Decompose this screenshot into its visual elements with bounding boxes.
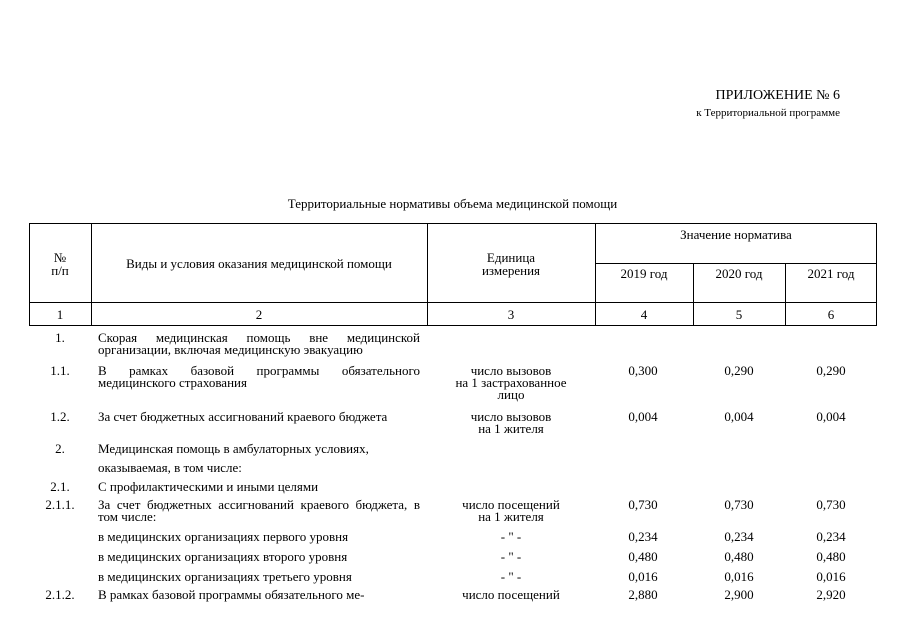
header-value-group: Значение норматива bbox=[680, 227, 792, 242]
row-value-2021: 0,004 bbox=[816, 409, 846, 424]
row-value-2019: 0,234 bbox=[628, 529, 658, 544]
row-description: За счет бюджетных ассигнований краевого бюджета bbox=[98, 409, 388, 424]
row-value-2020: 0,004 bbox=[724, 409, 754, 424]
row-value-2021: 0,016 bbox=[816, 569, 846, 584]
table-row bbox=[29, 408, 877, 440]
column-number-4: 4 bbox=[640, 307, 648, 322]
row-description: Медицинская помощь в амбулаторных условиях, bbox=[98, 441, 369, 456]
table-row bbox=[29, 528, 877, 548]
column-number-5: 5 bbox=[735, 307, 743, 322]
row-number: 1.2. bbox=[50, 409, 70, 424]
row-number: 1.1. bbox=[50, 363, 70, 378]
row-value-2021: 0,234 bbox=[816, 529, 846, 544]
row-value-2019: 0,004 bbox=[628, 409, 658, 424]
table-row bbox=[29, 586, 877, 606]
header-number: № п/п bbox=[51, 250, 69, 278]
table-row bbox=[29, 362, 877, 408]
table-row bbox=[29, 568, 877, 586]
row-description: в медицинских организациях второго уровня bbox=[98, 549, 348, 564]
header-type: Виды и условия оказания медицинской помощи bbox=[126, 256, 392, 271]
row-unit: число вызовов на 1 жителя bbox=[470, 409, 552, 436]
row-value-2020: 2,900 bbox=[724, 587, 754, 602]
row-number: 2.1.2. bbox=[45, 587, 75, 602]
row-description: В рамках базовой программы обязательного ме- bbox=[98, 587, 365, 602]
appendix-title: ПРИЛОЖЕНИЕ № 6 bbox=[715, 88, 840, 103]
column-number-3: 3 bbox=[507, 307, 515, 322]
row-unit: - " - bbox=[500, 529, 522, 544]
table-row bbox=[29, 329, 877, 362]
row-unit: число посещений на 1 жителя bbox=[462, 497, 560, 524]
row-value-2019: 0,480 bbox=[628, 549, 658, 564]
table-header bbox=[29, 223, 877, 325]
row-number: 2.1.1. bbox=[45, 497, 75, 512]
column-number-1: 1 bbox=[56, 307, 64, 322]
row-unit: число вызовов на 1 застрахованное лицо bbox=[455, 363, 567, 402]
row-number: 1. bbox=[55, 330, 65, 345]
row-value-2021: 0,730 bbox=[816, 497, 846, 512]
row-value-2020: 0,290 bbox=[724, 363, 754, 378]
row-number: 2. bbox=[55, 441, 65, 456]
row-description: Скорая медицинская помощь вне медицинской организации, включая медицинскую эвакуацию bbox=[98, 330, 420, 357]
table-row bbox=[29, 478, 877, 496]
table-row bbox=[29, 459, 877, 478]
row-value-2021: 2,920 bbox=[816, 587, 846, 602]
header-year-2021: 2021 год bbox=[807, 266, 855, 281]
row-value-2020: 0,730 bbox=[724, 497, 754, 512]
row-value-2021: 0,290 bbox=[816, 363, 846, 378]
row-unit: число посещений bbox=[462, 587, 560, 602]
row-description: в медицинских организациях третьего уровня bbox=[98, 569, 352, 584]
header-unit: Единица измерения bbox=[481, 250, 541, 278]
header-year-2019: 2019 год bbox=[620, 266, 668, 281]
column-number-2: 2 bbox=[255, 307, 263, 322]
row-value-2019: 0,730 bbox=[628, 497, 658, 512]
row-value-2019: 0,300 bbox=[628, 363, 658, 378]
row-value-2020: 0,234 bbox=[724, 529, 754, 544]
document-title: Территориальные нормативы объема медицинской помощи bbox=[287, 196, 618, 211]
appendix-subtitle: к Территориальной программе bbox=[696, 107, 840, 119]
table-row bbox=[29, 496, 877, 528]
row-unit: - " - bbox=[500, 569, 522, 584]
row-value-2019: 0,016 bbox=[628, 569, 658, 584]
row-unit: - " - bbox=[500, 549, 522, 564]
row-value-2019: 2,880 bbox=[628, 587, 658, 602]
row-value-2020: 0,480 bbox=[724, 549, 754, 564]
table-body bbox=[29, 329, 877, 606]
table-row bbox=[29, 440, 877, 459]
table-row bbox=[29, 548, 877, 568]
column-number-6: 6 bbox=[827, 307, 835, 322]
row-number: 2.1. bbox=[50, 479, 70, 494]
row-description: С профилактическими и иными целями bbox=[98, 479, 319, 494]
row-value-2021: 0,480 bbox=[816, 549, 846, 564]
row-description: За счет бюджетных ассигнований краевого бюджета, в том числе: bbox=[98, 497, 420, 524]
row-description: оказываемая, в том числе: bbox=[98, 460, 242, 475]
row-description: В рамках базовой программы обязательного медицинского страхования bbox=[98, 363, 420, 390]
row-value-2020: 0,016 bbox=[724, 569, 754, 584]
row-description: в медицинских организациях первого уровня bbox=[98, 529, 349, 544]
header-year-2020: 2020 год bbox=[715, 266, 763, 281]
